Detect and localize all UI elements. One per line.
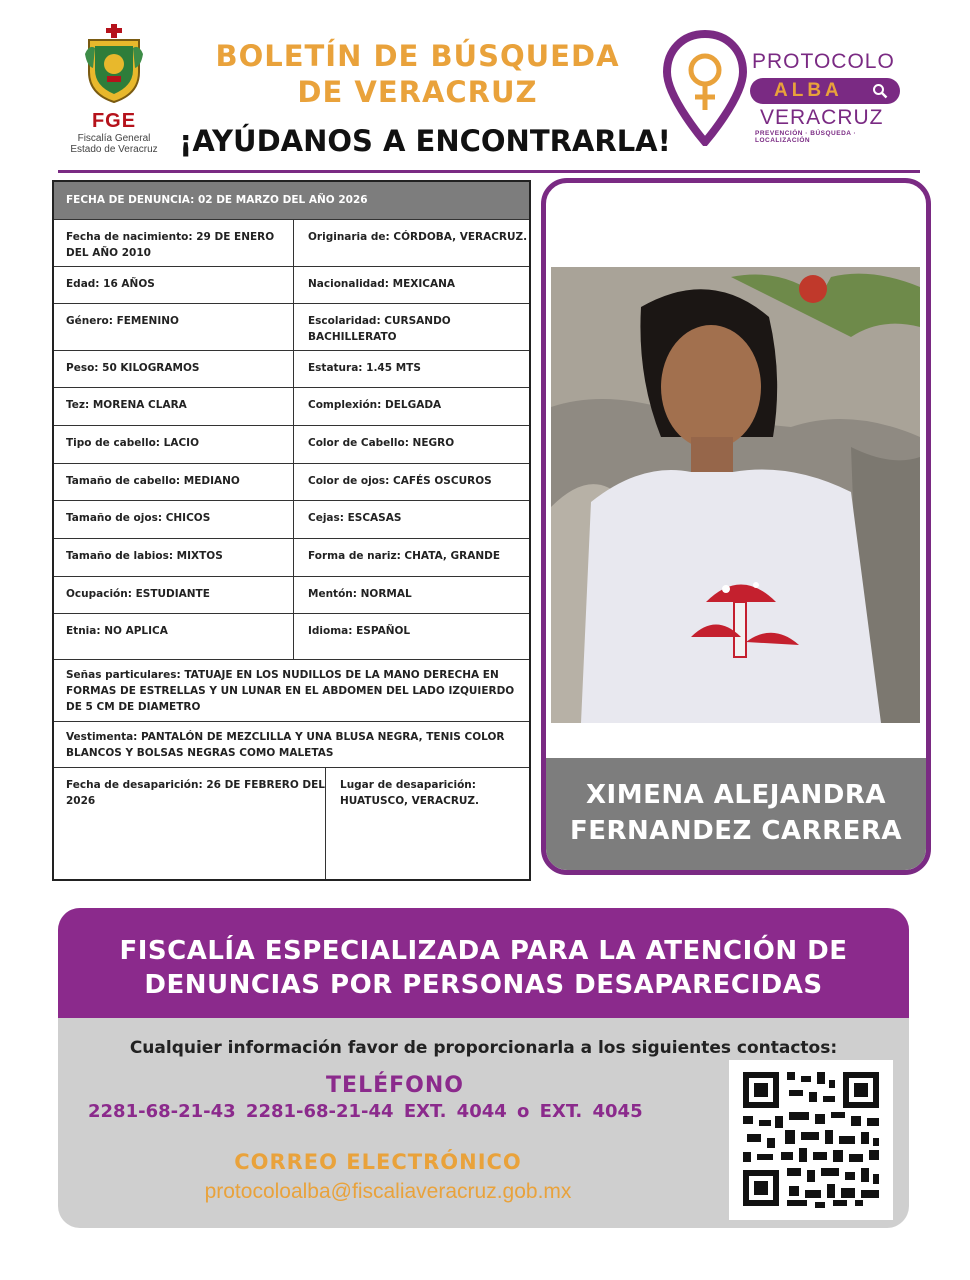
phone-label: TELÉFONO bbox=[326, 1073, 464, 1098]
table-row bbox=[54, 267, 529, 304]
person-name-line1: XIMENA ALEJANDRA bbox=[585, 780, 887, 810]
qr-code[interactable] bbox=[729, 1060, 893, 1220]
photo-card bbox=[541, 178, 931, 875]
fge-abbreviation: FGE bbox=[91, 110, 137, 132]
phone-numbers[interactable]: 2281-68-21-43 2281-68-21-44 EXT. 4044 o EXT. 4045 bbox=[88, 1101, 643, 1122]
origin-cell: Originaria de: CÓRDOBA, VERACRUZ. bbox=[308, 231, 528, 243]
alba-pill-text: ALBA bbox=[774, 80, 843, 101]
email-address[interactable]: protocoloalba@fiscaliaveracruz.gob.mx bbox=[204, 1180, 572, 1203]
location-pin-female-icon bbox=[662, 30, 748, 146]
fge-logo bbox=[60, 24, 168, 159]
weight-cell: Peso: 50 KILOGRAMOS bbox=[54, 351, 294, 387]
eyebrows-cell: Cejas: ESCASAS bbox=[308, 512, 402, 524]
bulletin-title-line2: DE VERACRUZ bbox=[297, 75, 538, 109]
report-date: FECHA DE DENUNCIA: 02 DE MARZO DEL AÑO 2026 bbox=[66, 194, 368, 206]
occupation-cell: Ocupación: ESTUDIANTE bbox=[54, 577, 294, 613]
agency-line2: DENUNCIAS POR PERSONAS DESAPARECIDAS bbox=[144, 970, 823, 1000]
ethnicity-cell: Etnia: NO APLICA bbox=[54, 614, 294, 659]
table-row bbox=[54, 577, 529, 614]
person-name-box bbox=[546, 758, 926, 870]
report-table bbox=[52, 180, 531, 881]
table-row bbox=[54, 220, 529, 267]
coat-of-arms-icon bbox=[83, 24, 145, 104]
complexion-tone-cell: Tez: MORENA CLARA bbox=[54, 388, 294, 425]
table-row bbox=[54, 426, 529, 464]
fge-name-line1: Fiscalía General bbox=[77, 133, 151, 144]
clothing-row bbox=[54, 722, 529, 768]
table-row bbox=[54, 388, 529, 426]
table-row bbox=[54, 539, 529, 577]
report-date-row bbox=[54, 182, 529, 220]
agency-line1: FISCALÍA ESPECIALIZADA PARA LA ATENCIÓN DE bbox=[119, 936, 848, 966]
missing-person-photo bbox=[551, 267, 920, 723]
lips-size-cell: Tamaño de labios: MIXTOS bbox=[54, 539, 294, 576]
contact-panel bbox=[58, 908, 909, 1228]
eye-size-cell: Tamaño de ojos: CHICOS bbox=[54, 501, 294, 538]
contact-intro: Cualquier información favor de proporcionarla a los siguientes contactos: bbox=[129, 1038, 838, 1058]
schooling-cell: Escolaridad: CURSANDO BACHILLERATO bbox=[308, 315, 451, 343]
bulletin-title bbox=[195, 38, 640, 110]
disappearance-date: Fecha de desaparición: 26 DE FEBRERO DEL 2026 bbox=[54, 768, 326, 879]
disappearance-row bbox=[54, 768, 529, 879]
alba-veracruz-text: VERACRUZ bbox=[760, 106, 884, 129]
particular-signs: Señas particulares: TATUAJE EN LOS NUDILLOS DE LA MANO DERECHA EN FORMAS DE ESTRELLAS Y UN LUNAR EN EL ABDOMEN DEL LADO IZQUIERDO DE 5 CM DE DIAMETRO bbox=[66, 669, 515, 713]
eye-color-cell: Color de ojos: CAFÉS OSCUROS bbox=[308, 475, 492, 487]
clothing: Vestimenta: PANTALÓN DE MEZCLILLA Y UNA BLUSA NEGRA, TENIS COLOR BLANCOS Y BOLSAS NEGRAS COMO MALETAS bbox=[66, 731, 505, 759]
headline: ¡AYÚDANOS A ENCONTRARLA! bbox=[179, 124, 671, 158]
disappearance-place: Lugar de desaparición: HUATUSCO, VERACRUZ. bbox=[340, 779, 480, 807]
magnifier-icon bbox=[872, 83, 888, 99]
table-row bbox=[54, 351, 529, 388]
height-cell: Estatura: 1.45 MTS bbox=[308, 362, 421, 374]
alba-tagline: PREVENCIÓN · BÚSQUEDA · LOCALIZACIÓN bbox=[755, 130, 857, 144]
bulletin-title-line1: BOLETÍN DE BÚSQUEDA bbox=[215, 39, 620, 73]
hair-type-cell: Tipo de cabello: LACIO bbox=[54, 426, 294, 463]
alba-pill bbox=[750, 78, 900, 104]
person-name-line2: FERNANDEZ CARRERA bbox=[569, 816, 903, 846]
table-row bbox=[54, 614, 529, 660]
table-row bbox=[54, 501, 529, 539]
email-label: CORREO ELECTRÓNICO bbox=[234, 1150, 522, 1174]
table-row bbox=[54, 464, 529, 501]
nationality-cell: Nacionalidad: MEXICANA bbox=[308, 278, 456, 290]
alba-protocolo-text: PROTOCOLO bbox=[752, 50, 895, 73]
hair-color-cell: Color de Cabello: NEGRO bbox=[308, 437, 455, 449]
language-cell: Idioma: ESPAÑOL bbox=[308, 625, 411, 637]
birth-date-cell: Fecha de nacimiento: 29 DE ENERO DEL AÑO 2010 bbox=[54, 220, 294, 266]
protocolo-alba-logo bbox=[662, 26, 912, 146]
build-cell: Complexión: DELGADA bbox=[308, 399, 442, 411]
hair-length-cell: Tamaño de cabello: MEDIANO bbox=[54, 464, 294, 500]
age-cell: Edad: 16 AÑOS bbox=[54, 267, 294, 303]
agency-band bbox=[58, 908, 909, 1018]
nose-shape-cell: Forma de nariz: CHATA, GRANDE bbox=[308, 550, 501, 562]
qr-code-icon bbox=[729, 1060, 893, 1220]
gender-cell: Género: FEMENINO bbox=[54, 304, 294, 350]
table-row bbox=[54, 304, 529, 351]
fge-name-line2: Estado de Veracruz bbox=[70, 144, 158, 155]
header-divider bbox=[58, 170, 920, 173]
chin-cell: Mentón: NORMAL bbox=[308, 588, 412, 600]
particular-signs-row bbox=[54, 660, 529, 722]
